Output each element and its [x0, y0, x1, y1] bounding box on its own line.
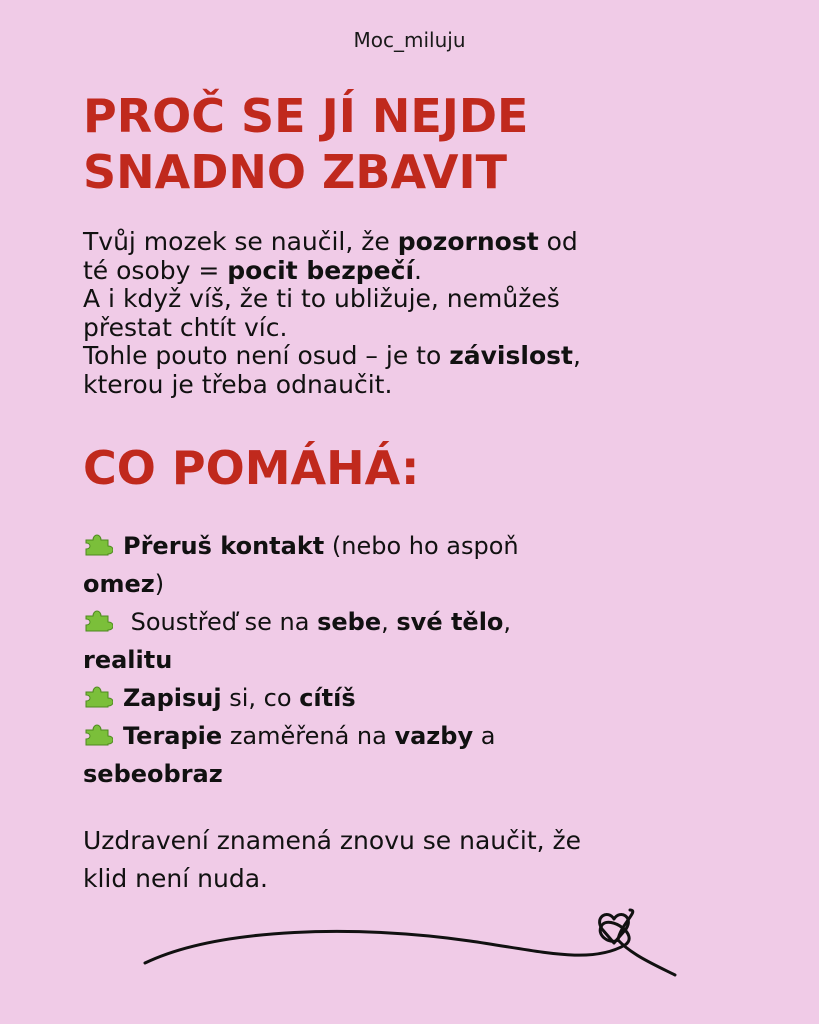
text: . [414, 255, 422, 285]
page-title [83, 88, 783, 200]
closing-paragraph [83, 822, 723, 898]
account-handle: Moc_miluju [353, 28, 466, 52]
text: Uzdravení znamená znovu se naučit, že [83, 826, 582, 855]
text: od [538, 227, 578, 256]
bold-text: Přeruš kontakt [123, 532, 325, 560]
list-item [83, 527, 723, 603]
bold-text: cítíš [299, 684, 356, 712]
text: a [473, 722, 496, 750]
bold-text: sebe [317, 608, 382, 636]
puzzle-piece-icon [83, 609, 113, 633]
text: zaměřená na [222, 722, 395, 750]
bold-text: realitu [83, 646, 173, 674]
bold-text: závislost [449, 341, 573, 370]
text: , [381, 608, 397, 636]
text: , [572, 341, 581, 370]
intro-paragraph [83, 228, 743, 399]
bold-text: Terapie [123, 722, 223, 750]
text: (nebo ho aspoň [324, 532, 519, 560]
text: kterou je třeba odnaučit. [83, 369, 393, 399]
text: Soustřeď se na [123, 608, 318, 636]
list-item [83, 717, 723, 793]
text: Tvůj mozek se naučil, že [83, 227, 398, 256]
list-item [83, 603, 723, 679]
list-item [83, 679, 723, 717]
puzzle-piece-icon [83, 723, 113, 747]
puzzle-piece-icon [83, 685, 113, 709]
text: ) [154, 570, 165, 598]
title-line-1: PROČ SE JÍ NEJDE [83, 89, 529, 143]
help-list [83, 527, 723, 793]
text: si, co [221, 684, 300, 712]
puzzle-piece-icon [83, 533, 113, 557]
heart-swoosh-icon [140, 905, 680, 980]
bold-text: sebeobraz [83, 760, 223, 788]
text: klid není nuda. [83, 864, 268, 893]
bold-text: vazby [394, 722, 474, 750]
bold-text: své tělo [396, 608, 504, 636]
title-line-2: SNADNO ZBAVIT [83, 145, 508, 199]
section-title: CO POMÁHÁ: [83, 441, 420, 495]
bold-text: omez [83, 570, 155, 598]
bold-text: pocit bezpečí [227, 255, 415, 285]
text: A i když víš, že ti to ubližuje, nemůžeš [83, 284, 560, 313]
bold-text: pozornost [397, 227, 539, 256]
text: té osoby = [83, 255, 228, 285]
bold-text: Zapisuj [123, 684, 222, 712]
text: , [503, 608, 512, 636]
text: Tohle pouto není osud – je to [83, 341, 450, 370]
text: přestat chtít víc. [83, 312, 288, 342]
